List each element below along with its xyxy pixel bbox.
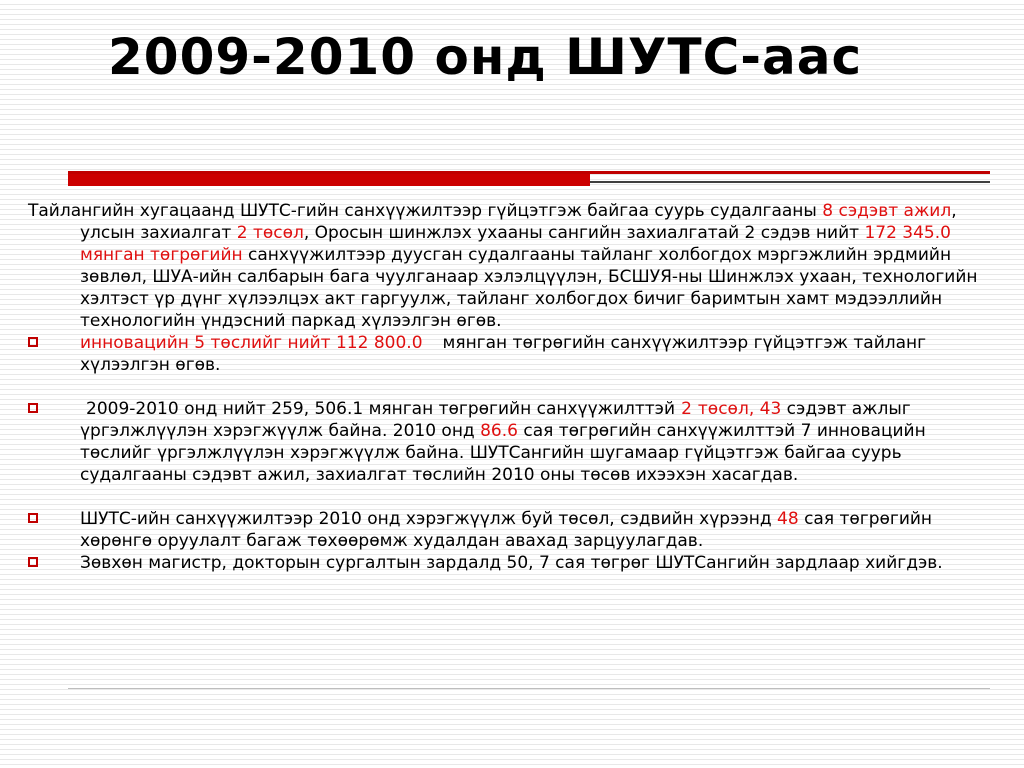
intro-text-4: санхүүжилтээр дуусган судалгааны тайланг холбогдох мэргэжлийн эрдмийн зөвлөл, ШУА-ийн салбарын бага чуулганаар хэлэлцүүлэн, БСШУЯ-ны Шинжлэх ухаан, технологийн хэлтэст үр дүнг хүлээлцэх акт гаргуулж, тайланг холбогдох бичиг баримтын хамт мэдээллийн технологийн үндэсний паркад хүлээлгэн өгөв. [80, 245, 978, 331]
bullet-2-text-3: сая төгрөгийн санхүүжилттэй 7 инновацийн төслийг үргэлжлүүлэн хэрэгжүүлж байна. ШУТСангийн шугамаар гүйцэтгэж байгаа суурь судалгааны сэдэвт ажил, захиалгат төслийн 2010 оны төсөв ихээхэн хасагдав. [80, 421, 926, 485]
bullet-item-3 [28, 508, 978, 552]
bullet-4-text: Зөвхөн магистр, докторын сургалтын зардалд 50, 7 сая төгрөг ШУТСангийн зардлаар хийгдэв. [80, 553, 943, 573]
bottom-divider [68, 688, 990, 689]
bullet-square-icon [28, 557, 38, 567]
bullet-1-text: мянган төгрөгийн санхүүжилтээр гүйцэтгэж тайланг хүлээлгэн өгөв. [80, 333, 927, 375]
intro-paragraph [28, 200, 978, 332]
intro-text-3: , Оросын шинжлэх ухааны сангийн захиалгатай 2 сэдэв нийт [303, 223, 865, 243]
bullet-3-highlight: 48 [777, 509, 799, 529]
accent-bar-thick [68, 174, 590, 186]
bullet-square-icon [28, 513, 38, 523]
bullet-item-2 [28, 398, 978, 486]
slide-title: 2009-2010 онд ШУТС-аас [108, 28, 863, 86]
intro-highlight-1: 8 сэдэвт ажил [822, 201, 952, 221]
bullet-2-highlight-3: 86.6 [480, 421, 518, 441]
bullet-1-highlight: инновацийн 5 төслийг нийт 112 800.0 [80, 333, 423, 353]
bullet-item-4 [28, 552, 978, 574]
bullet-2-text-2: сэдэвт ажлыг үргэлжлүүлэн хэрэгжүүлж байна. 2010 онд [80, 399, 911, 441]
intro-text-1: Тайлангийн хугацаанд ШУТС-гийн санхүүжилтээр гүйцэтгэж байгаа суурь судалгааны [28, 201, 823, 221]
intro-highlight-3: 172 345.0 мянган төгрөгийн [80, 223, 951, 265]
bullet-2-highlight-1: 2 [681, 399, 692, 419]
intro-text-2: , улсын захиалгат [80, 201, 957, 243]
bullet-item-1 [28, 332, 978, 376]
bullet-2-text-1: 2009-2010 онд нийт 259, 506.1 мянган төгрөгийн санхүүжилттэй [86, 399, 676, 419]
bullet-square-icon [28, 403, 38, 413]
accent-bar-dark [590, 181, 990, 183]
intro-highlight-2: 2 төсөл [236, 223, 304, 243]
bullet-square-icon [28, 337, 38, 347]
bullet-3-text-1: ШУТС-ийн санхүүжилтээр 2010 онд хэрэгжүүлж буй төсөл, сэдвийн хүрээнд [80, 509, 778, 529]
bullet-3-text-2: сая төгрөгийн хөрөнгө оруулалт багаж төхөөрөмж худалдан авахад зарцуулагдав. [80, 509, 933, 551]
bullet-2-highlight-2: төсөл, 43 [697, 399, 782, 419]
slide-content [28, 200, 978, 574]
